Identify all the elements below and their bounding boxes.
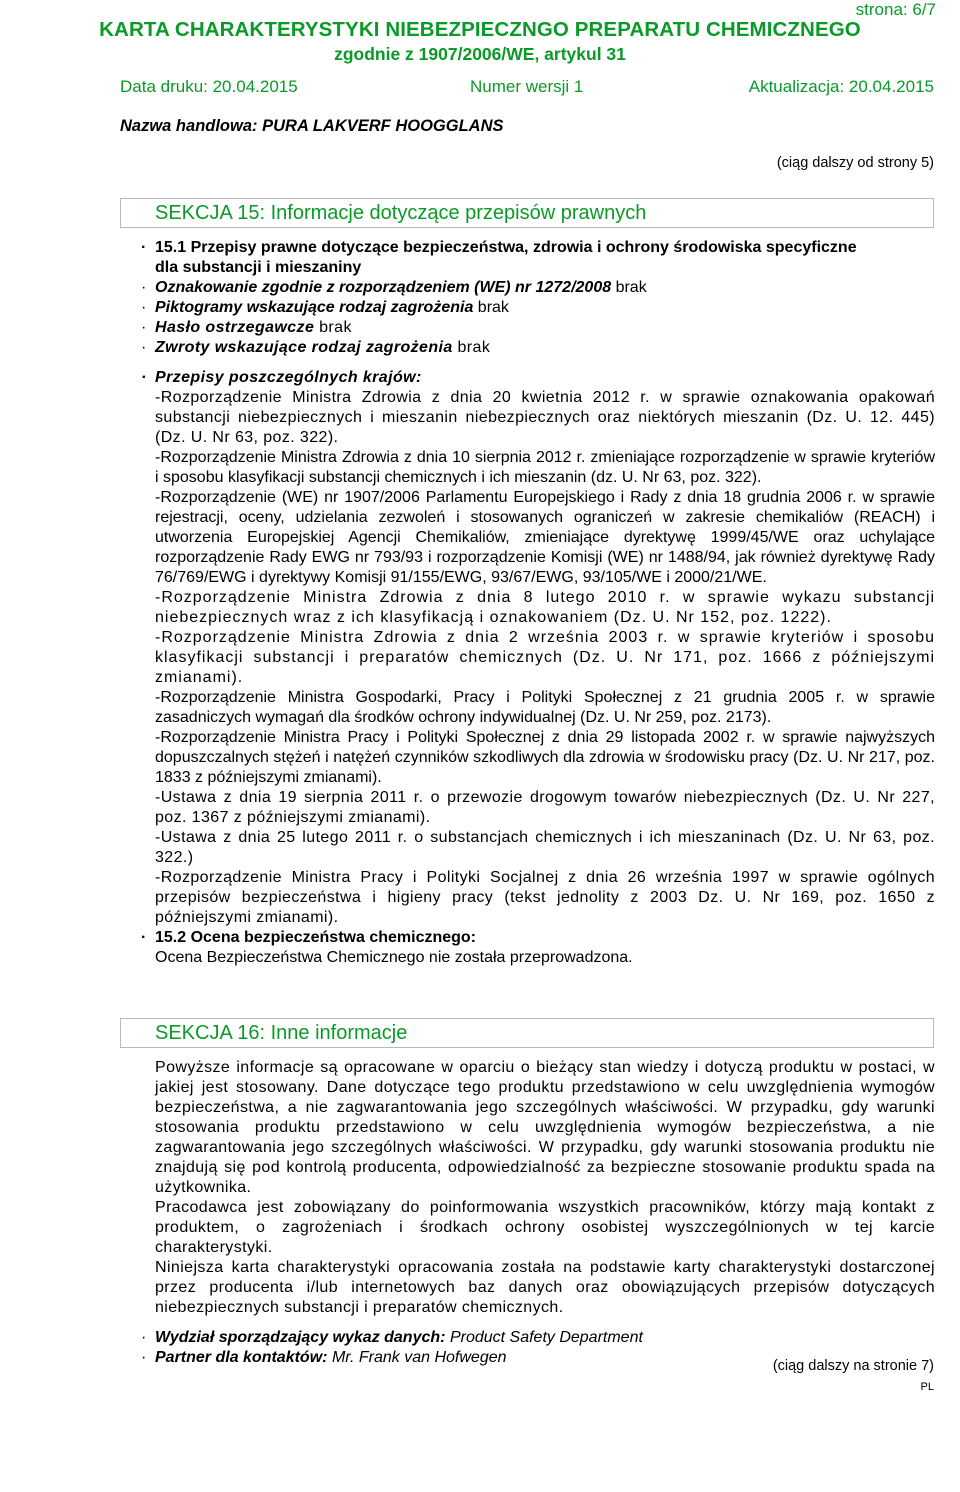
- section-16-header: [120, 1018, 934, 1048]
- s152-text: Ocena Bezpieczeństwa Chemicznego nie została przeprowadzona.: [155, 949, 633, 966]
- section-16-title: SEKCJA 16: Inne informacje: [155, 1022, 408, 1044]
- continued-from: (ciąg dalszy od strony 5): [776, 155, 934, 171]
- regulation-8: -Ustawa z dnia 19 sierpnia 2011 r. o przewozie drogowym towarów niebezpiecznych (Dz. U. Nr 227, poz. 1367 z późniejszymi zmianami).: [155, 789, 935, 826]
- regulation-4: -Rozporządzenie Ministra Zdrowia z dnia 8 lutego 2010 r. w sprawie wykazu substancji niebezpiecznych wraz z ich klasyfikacją i oznakowaniem (Dz. U. Nr 152, poz. 1222).: [155, 589, 935, 626]
- regulation-5: -Rozporządzenie Ministra Zdrowia z dnia 2 września 2003 r. w sprawie kryteriów i sposobu klasyfikacji substancji i preparatów chemicznych (Dz. U. Nr 171, poz. 1666 z późniejszymi zmianami).: [155, 629, 935, 686]
- document-title: KARTA CHARAKTERYSTYKI NIEBEZPIECZNGO PREPARATU CHEMICZNEGO: [99, 18, 861, 41]
- trade-name: Nazwa handlowa: PURA LAKVERF HOOGGLANS: [120, 117, 504, 135]
- pictograms-row: · Piktogramy wskazujące rodzaj zagrożenia brak: [155, 298, 935, 318]
- s151-title: · 15.1 Przepisy prawne dotyczące bezpieczeństwa, zdrowia i ochrony środowiska specyficzne dla substancji i mieszaniny: [155, 238, 935, 278]
- section-15-header: [120, 198, 934, 228]
- version-number: Numer wersji 1: [470, 77, 584, 96]
- section-16-body: [155, 1058, 935, 1368]
- info-paragraph-3: Niniejsza karta charakterystyki opracowania została na podstawie karty charakterystyki dostarczonej przez producenta i/lub internetowych baz danych oraz obowiązujących przepisów dotyczących niebezpiecznych substancji i preparatów chemicznych.: [155, 1259, 935, 1316]
- info-paragraph-1: Powyższe informacje są opracowane w oparciu o bieżący stan wiedzy i dotyczą produktu w postaci, w jakiej jest stosowany. Dane dotyczące tego produktu przedstawiono w celu uwzględnienia wymogów bezpieczeństwa, a nie zagwarantowania jego szczególnych właściwości. W przypadku, gdy warunki stosowania produktu przedstawiono w celu uwzględnienia wymogów bezpieczeństwa, a nie zagwarantowania jego szczególnych właściwości. W przypadku, gdy warunki stosowania produktu nie znajdują się pod kontrolą producenta, odpowiedzialność za bezpieczne stosowanie produktu spada na użytkownika.: [155, 1059, 935, 1196]
- labelling-row: · Oznakowanie zgodnie z rozporządzeniem (WE) nr 1272/2008 brak: [155, 278, 935, 298]
- contact-row: · Partner dla kontaktów: Mr. Frank van Hofwegen: [155, 1348, 935, 1368]
- regulation-7: -Rozporządzenie Ministra Pracy i Polityki Społecznej z dnia 29 listopada 2002 r. w sprawie najwyższych dopuszczalnych stężeń i natężeń czynników szkodliwych dla zdrowia w środowisku pracy (Dz. U. Nr 217, poz. 1833 z późniejszymi zmianami).: [155, 729, 935, 786]
- regulation-2: -Rozporządzenie Ministra Zdrowia z dnia 10 sierpnia 2012 r. zmieniające rozporządzenie w sprawie kryteriów i sposobu klasyfikacji substancji chemicznych i ich mieszanin (dz. U. Nr 63, poz. 322).: [155, 449, 935, 486]
- national-title: · Przepisy poszczególnych krajów:: [155, 368, 935, 388]
- document-subtitle: zgodnie z 1907/2006/WE, artykul 31: [334, 44, 626, 64]
- page-number: strona: 6/7: [855, 0, 936, 19]
- s152-title: · 15.2 Ocena bezpieczeństwa chemicznego:: [155, 928, 935, 948]
- regulation-6: -Rozporządzenie Ministra Gospodarki, Pracy i Polityki Społecznej z 21 grudnia 2005 r. w sprawie zasadniczych wymagań dla środków ochrony indywidualnej (Dz. U. Nr 259, poz. 2173).: [155, 689, 935, 726]
- section-15-title: SEKCJA 15: Informacje dotyczące przepisów prawnych: [155, 202, 647, 224]
- language-code: PL: [920, 1381, 934, 1393]
- regulation-9: -Ustawa z dnia 25 lutego 2011 r. o substancjach chemicznych i ich mieszaninach (Dz. U. Nr 63, poz. 322.): [155, 829, 935, 866]
- signal-word-row: · Hasło ostrzegawcze brak: [155, 318, 935, 338]
- regulation-1: -Rozporządzenie Ministra Zdrowia z dnia 20 kwietnia 2012 r. w sprawie oznakowania opakowań substancji niebezpiecznych i mieszanin niebezpiecznych oraz niektórych mieszanin (Dz. U. 12. 445) (Dz. U. Nr 63, poz. 322).: [155, 389, 935, 446]
- regulation-10: -Rozporządzenie Ministra Pracy i Polityki Socjalnej z dnia 26 września 1997 w sprawie ogólnych przepisów bezpieczeństwa i higieny pracy (tekst jednolity z 2003 Dz. U. Nr 169, poz. 1650 z późniejszymi zmianami).: [155, 869, 935, 926]
- hazard-statements-row: · Zwroty wskazujące rodzaj zagrożenia brak: [155, 338, 935, 358]
- update-date: Aktualizacja: 20.04.2015: [748, 77, 934, 96]
- print-date: Data druku: 20.04.2015: [120, 77, 298, 96]
- info-paragraph-2: Pracodawca jest zobowiązany do poinformowania wszystkich pracowników, którzy mają kontakt z produktem, o zagrożeniach i środkach ochrony osobistej wyszczególnionych w tej karcie charakterystyki.: [155, 1199, 935, 1256]
- section-15-body: [155, 238, 935, 968]
- department-row: · Wydział sporządzający wykaz danych: Product Safety Department: [155, 1328, 935, 1348]
- regulation-3: -Rozporządzenie (WE) nr 1907/2006 Parlamentu Europejskiego i Rady z dnia 18 grudnia 2006 r. w sprawie rejestracji, oceny, udzielania zezwoleń i stosowanych ograniczeń w zakresie chemikaliów (REACH) i utworzenia Europejskiej Agencji Chemikaliów, zmieniające dyrektywę 1999/45/WE oraz uchylające rozporządzenie Rady EWG nr 793/93 i rozporządzenie Komisji (WE) nr 1488/94, jak również dyrektywę Rady 76/769/EWG i dyrektywy Komisji 91/155/EWG, 93/67/EWG, 93/105/WE i 2000/21/WE.: [155, 489, 935, 586]
- continued-to: (ciąg dalszy na stronie 7): [772, 1358, 934, 1374]
